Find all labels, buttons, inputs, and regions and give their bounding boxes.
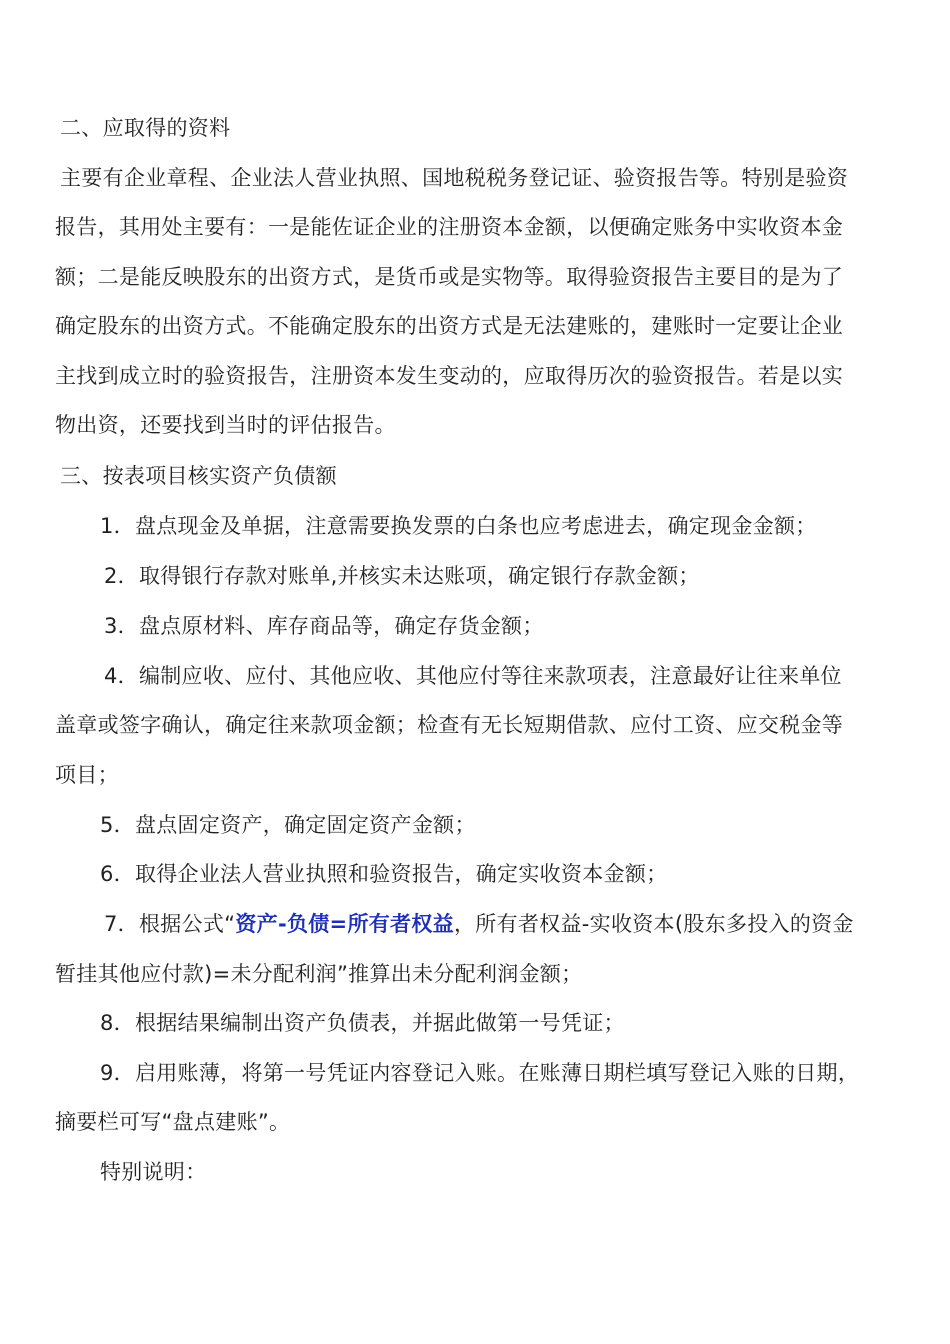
list-item-9-line-1: 9．启用账薄，将第一号凭证内容登记入账。在账薄日期栏填写登记入账的日期， — [100, 1061, 860, 1085]
list-item-4-line-1: 4．编制应收、应付、其他应收、其他应付等往来款项表，注意最好让往来单位 — [104, 664, 842, 688]
section2-line-3: 额；二是能反映股东的出资方式，是货币或是实物等。取得验资报告主要目的是为了 — [55, 265, 844, 289]
section2-line-1: 主要有企业章程、企业法人营业执照、国地税税务登记证、验资报告等。特别是验资 — [60, 166, 849, 190]
list-item-3: 3．盘点原材料、库存商品等，确定存货金额； — [104, 614, 544, 638]
section2-heading: 二、应取得的资料 — [60, 116, 231, 140]
special-note-label: 特别说明： — [100, 1160, 207, 1184]
section2-line-2: 报告，其用处主要有：一是能佐证企业的注册资本金额，以便确定账务中实收资本金 — [55, 215, 844, 239]
formula-highlight: 资产-负债=所有者权益 — [235, 912, 454, 936]
list-item-7-suffix: ，所有者权益-实收资本(股东多投入的资金 — [453, 912, 854, 936]
section2-line-5: 主找到成立时的验资报告，注册资本发生变动的，应取得历次的验资报告。若是以实 — [55, 364, 844, 388]
list-item-4-line-3: 项目； — [55, 763, 119, 787]
list-item-9-line-2: 摘要栏可写“盘点建账”。 — [55, 1110, 291, 1134]
list-item-7-line-2: 暂挂其他应付款)=未分配利润”推算出未分配利润金额； — [55, 962, 583, 986]
list-item-7-prefix: 7．根据公式“ — [104, 912, 236, 936]
section2-line-6: 物出资，还要找到当时的评估报告。 — [55, 413, 396, 437]
list-item-8: 8．根据结果编制出资产负债表，并据此做第一号凭证； — [100, 1011, 625, 1035]
list-item-1: 1．盘点现金及单据，注意需要换发票的白条也应考虑进去，确定现金金额； — [100, 514, 817, 538]
list-item-6: 6．取得企业法人营业执照和验资报告，确定实收资本金额； — [100, 862, 668, 886]
section3-heading: 三、按表项目核实资产负债额 — [60, 464, 337, 488]
list-item-5: 5．盘点固定资产，确定固定资产金额； — [100, 813, 476, 837]
list-item-2: 2．取得银行存款对账单,并核实未达账项，确定银行存款金额； — [104, 564, 700, 588]
section2-line-4: 确定股东的出资方式。不能确定股东的出资方式是无法建账的，建账时一定要让企业 — [55, 314, 844, 338]
list-item-7-line-1 — [104, 909, 854, 939]
list-item-4-line-2: 盖章或签字确认，确定往来款项金额；检查有无长短期借款、应付工资、应交税金等 — [55, 713, 844, 737]
